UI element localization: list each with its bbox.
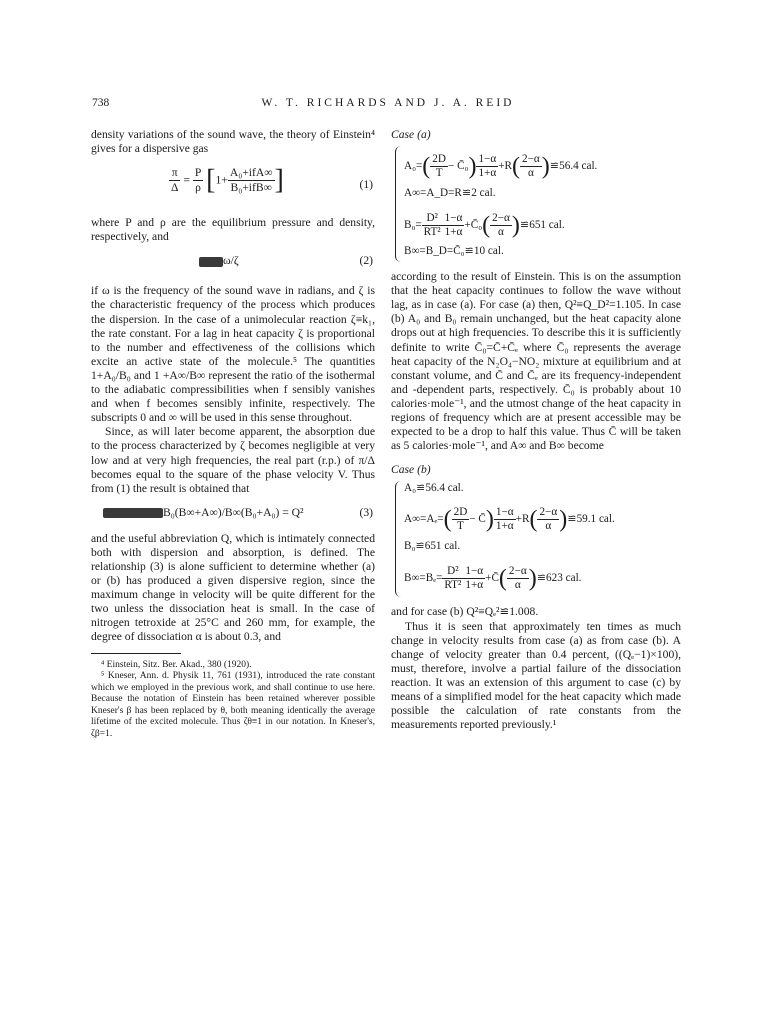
paragraph: where P and ρ are the equilibrium pressure and density, respectively, and [91, 216, 375, 244]
equation-line: B∞=B_D=C̄₀≌10 cal. [404, 245, 504, 258]
equation-line: B₀≌651 cal. [404, 540, 461, 553]
equation-number: (2) [359, 254, 373, 268]
case-b-label: Case (b) [391, 463, 431, 477]
paragraph: and for case (b) Q²≡Qₑ²≌1.008. [391, 605, 539, 619]
footnote: ⁴ Einstein, Sitz. Ber. Akad., 380 (1920). [101, 659, 252, 670]
equation-number: (3) [359, 505, 373, 519]
footnote: ⁵ Kneser, Ann. d. Physik 11, 761 (1931), introduced the rate constant which we employed in the previous work, and shall continue to use here. Because the notation of Einstein has been retained wherever possible Kneser's β has been replaced by θ, both meaning identically the average lifetime of the excited molecule. Thus ζθ≡1 in our notation. In Kneser's, ζβ=1. [91, 671, 375, 739]
equation-line: A₀≌56.4 cal. [404, 482, 464, 495]
paragraph: according to the result of Einstein. This is on the assumption that the heat capacity continues to follow the wave without lag, as in case (a). For case (a) then, Q²≡Q_D²=1.105. In case (b) A₀ and B₀ remain unchanged, but the heat capacity alone drops out at high frequencies. To describe this it is sufficiently definite to write C̄₀=C̄+C̄ₑ where C̄₀ represents the average heat capacity of the N₂O₄−NO₂ mixture at equilibrium and at constant volume, and C̄ and C̄ₑ are its frequency-independent and -dependent parts, respectively. C̄₀ is probably about 10 calories·mole⁻¹, and the utmost change of the heat capacity in regions of frequency which are at present accessible may be expected to be a drop to half this value. Thus C̄ will be taken as 5 calories·mole⁻¹, and A∞ and B∞ become [391, 270, 681, 453]
equation-line: B₀= $\frac{\text{D²}}{\text{RT²}}$ $\frac{1-\alpha}{1+\alpha}$ +C̄₀( $\frac{2-\alpha}{\alpha}$ )≌651 cal. [404, 212, 565, 239]
equation-1: $\frac{\pi}{\Delta}$ = $\frac{P}{\rho}$ [1+ $\frac{\text{A₀+ifA∞}}{\text{B₀+ifB∞}}$ ] (1) [171, 164, 373, 196]
fraction: $\frac{P}{\rho}$ [194, 166, 202, 195]
footnotes [91, 660, 375, 741]
footnote-rule [91, 653, 181, 654]
case-b-equations [395, 481, 681, 597]
paragraph: Since, as will later become apparent, the absorption due to the process characterized by ζ becomes negligible at very low and at very high frequencies, the real part (r.p.) of π/Δ becomes equal to the square of the phase velocity V. Thus from (1) the result is obtained that [91, 425, 375, 495]
redaction-mark [103, 508, 163, 518]
equation-line: A∞=A_D=R≌2 cal. [404, 187, 496, 200]
right-column [391, 128, 681, 732]
running-title: W. T. RICHARDS AND J. A. REID [261, 97, 515, 109]
equation-3: B₀(B∞+A∞)/B∞(B₀+A₀) = Q² (3) [103, 506, 375, 522]
case-a-equations [395, 146, 681, 262]
paragraph: Thus it is seen that approximately ten times as much change in velocity results from case (a) as from case (b). A change of velocity greater than 0.4 percent, ((Qₑ−1)×100), must, therefore, involve a partial failure of the dissociation reaction. It was an extension of this argument to case (c) by means of a simplified model for the heat capacity which made possible the calculation of rate constants from the measurements reported previously.¹ [391, 619, 681, 732]
fraction: $\frac{\text{A₀+ifA∞}}{\text{B₀+ifB∞}}$ [229, 166, 273, 195]
equation-2: ω/ζ (2) [199, 254, 375, 270]
equation-number: (1) [359, 178, 373, 192]
redaction-mark [199, 257, 223, 267]
case-a-label: Case (a) [391, 128, 431, 141]
paragraph: density variations of the sound wave, the theory of Einstein⁴ gives for a dispersive gas [91, 128, 375, 156]
left-column [91, 128, 375, 740]
fraction: $\frac{\pi}{\Delta}$ [171, 166, 179, 195]
equation-line: A₀=( $\frac{2D}{T}$ − C̄₀) $\frac{1-\alpha}{1+\alpha}$ +R( $\frac{2-\alpha}{\alpha}$ )≌56.4 cal. [404, 153, 598, 180]
paragraph: if ω is the frequency of the sound wave in radians, and ζ is the characteristic frequency of the process which produces the dispersion. In the case of a unimolecular reaction ζ≡k₁, the rate constant. For a lag in heat capacity ζ is proportional to the number and effectiveness of the collisions which excite an active state of the molecule.⁵ The quantities 1+A₀/B₀ and 1 +A∞/B∞ represent the ratio of the isothermal to the adiabatic compressibilities when f sensibly vanishes and when f becomes sensibly infinite, respectively. The subscripts 0 and ∞ will be used in this sense throughout. [91, 284, 375, 425]
equation-line: B∞=Bₑ= $\frac{\text{D²}}{\text{RT²}}$ $\frac{1-\alpha}{1+\alpha}$ +C̄( $\frac{2-\alpha}{\alpha}$ )≌623 cal. [404, 565, 582, 592]
equation-line: A∞=Aₑ=( $\frac{2D}{T}$ − C̄) $\frac{1-\alpha}{1+\alpha}$ +R( $\frac{2-\alpha}{\alpha}$ )≌59.1 cal. [404, 506, 615, 533]
page-number: 738 [92, 97, 110, 109]
paragraph: and the useful abbreviation Q, which is intimately connected both with dispersion and absorption, is defined. The relationship (3) is alone sufficient to determine whether (a) or (b) has produced a given dispersive region, since the maximum change in velocity will be quite different for the two unless the dissociation heat is small. In the case of nitrogen tetroxide at 25°C and 260 mm, for example, the degree of dissociation α is about 0.3, and [91, 531, 375, 644]
